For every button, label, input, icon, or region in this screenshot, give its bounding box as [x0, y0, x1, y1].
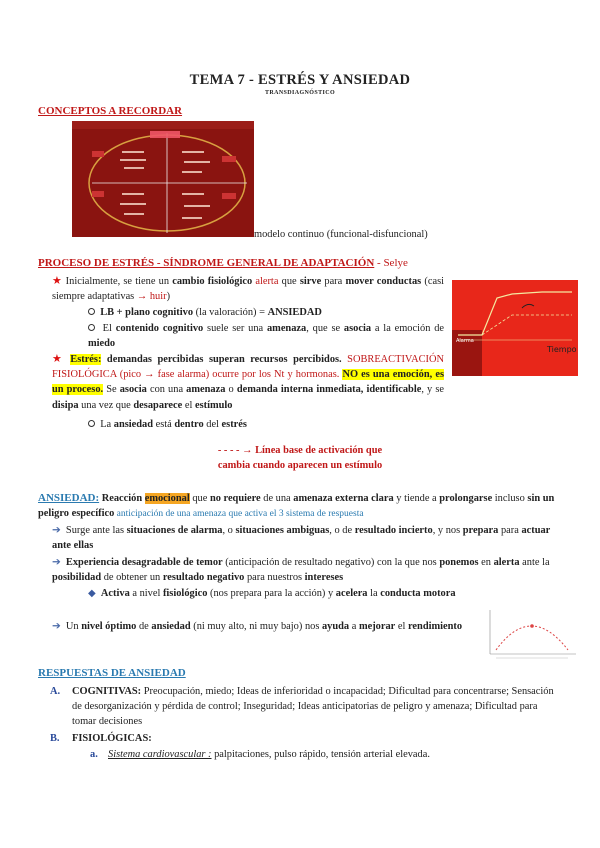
arrow-bullet-icon: ➔ [52, 525, 61, 536]
page-title: TEMA 7 - ESTRÉS Y ANSIEDAD [189, 72, 411, 88]
respuestas-cognitivas: COGNITIVAS: Preocupación, miedo; Ideas de inferioridad o incapacidad; Dificultad para concentrarse; Sensación de desorganización y pérdida de control; Inseguridad; Ideas anticipatorias de peligro y amenaza; Dificultad para tomar decisiones [72, 686, 554, 728]
arrow-bullet-icon: ➔ [52, 621, 61, 632]
inverted-u-curve [486, 606, 578, 662]
circle-bullet-icon [88, 324, 95, 331]
list-marker-b: B. [50, 733, 60, 744]
diagram-caption: modelo continuo (funcional-disfuncional) [254, 229, 428, 240]
diamond-bullet-icon: ◆ [88, 588, 96, 599]
ansiedad-definition: ANSIEDAD: Reacción emocional que no requiere de una amenaza externa clara y tiende a prolongarse incluso sin un peligro específico anticipación de una amenaza que activa el 3 sistema de respuesta [38, 492, 555, 520]
linea-base-note: - - - - → Línea base de activación que cambia cuando aparecen un estímulo [217, 445, 383, 471]
section-heading-ansiedad: ANSIEDAD: [38, 492, 100, 504]
concept-diagram [72, 121, 254, 237]
fig-label-alarma: Alarma [456, 338, 474, 344]
section-heading-respuestas: RESPUESTAS DE ANSIEDAD [38, 667, 186, 679]
stress-curve-figure [452, 280, 578, 376]
circle-bullet-icon [88, 308, 95, 315]
ansiedad-item-1: ➔ Surge ante las situaciones de alarma, o situaciones ambiguas, o de resultado incierto, y nos prepara para actuar ante ellas [52, 525, 551, 552]
estres-definition: ★ Estrés: demandas percibidas superan recursos percibidos. SOBREACTIVACIÓN FISIOLÓGICA (pico → fase alarma) ocurre por los Nt y hormonas. NO es una emoción, es un proceso. Se asocia con una amenaza o demanda interna inmediata, identificable, y se disipa una vez que desaparece el estímulo [52, 353, 444, 411]
fig-label-tiempo: Tiempo [547, 345, 577, 354]
arrow-bullet-icon: ➔ [52, 557, 61, 568]
concept-diagram-image [72, 121, 254, 237]
star-bullet-icon: ★ [52, 353, 65, 365]
proceso-paragraph-1: ★ Inicialmente, se tiene un cambio fisiológico alerta que sirve para mover conductas (casi siempre adaptativas → huir) [52, 275, 444, 303]
page-subtitle: TRANSDIAGNÓSTICO [264, 90, 336, 96]
list-marker-a: A. [50, 686, 61, 697]
ansiedad-subitem-1: ◆ Activa a nivel fisiológico (nos prepara para la acción) y acelera la conducta motora [88, 588, 456, 599]
list-marker-a-sub: a. [90, 749, 98, 760]
respuestas-fisiologicas: FISIOLÓGICAS: [72, 733, 152, 744]
proceso-subitem-3: La ansiedad está dentro del estrés [88, 417, 444, 432]
stress-curve [452, 280, 578, 376]
ansiedad-item-3: ➔ Un nivel óptimo de ansiedad (ni muy alto, ni muy bajo) nos ayuda a mejorar el rendimiento [52, 621, 463, 632]
proceso-subitem-2: El contenido cognitivo suele ser una amenaza, que se asocia a la emoción de miedo [88, 323, 445, 350]
section-heading-proceso: PROCESO DE ESTRÉS - SÍNDROME GENERAL DE ADAPTACIÓN - Selye [38, 257, 408, 269]
proceso-subitem-1: LB + plano cognitivo (la valoración) = ANSIEDAD [88, 305, 444, 320]
circle-bullet-icon [88, 420, 95, 427]
ansiedad-item-2: ➔ Experiencia desagradable de temor (anticipación de resultado negativo) con la que nos ponemos en alerta ante la posibilidad de obtener un resultado negativo para nuestros intereses [52, 557, 550, 584]
optimal-anxiety-figure [486, 606, 578, 662]
respuestas-cardiovascular: Sistema cardiovascular : palpitaciones, pulso rápido, tensión arterial elevada. [108, 749, 430, 760]
star-bullet-icon: ★ [52, 275, 63, 287]
section-heading-conceptos: CONCEPTOS A RECORDAR [38, 105, 183, 117]
